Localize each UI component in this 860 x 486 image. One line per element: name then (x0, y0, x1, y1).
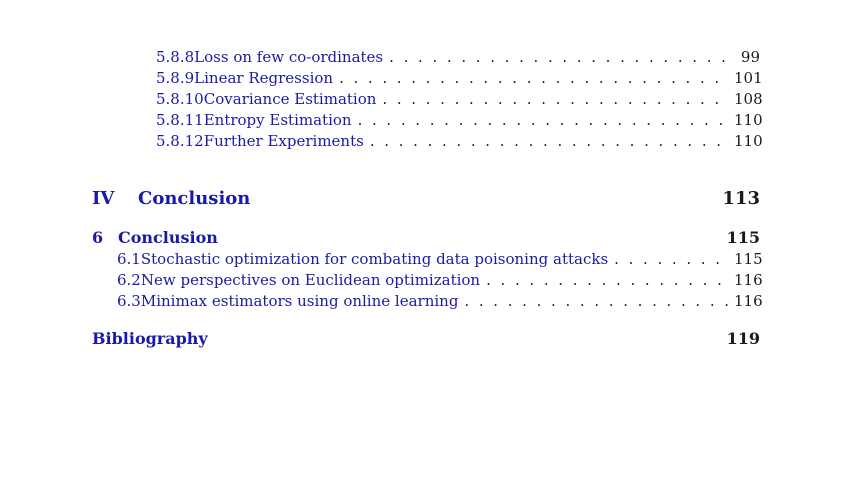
chapter-title[interactable]: Conclusion (118, 228, 218, 247)
entry-number[interactable]: 5.8.12 (156, 132, 204, 150)
entry-title[interactable]: Further Experiments (203, 132, 364, 150)
part-number[interactable]: IV (92, 188, 115, 209)
entry-number[interactable]: 5.8.11 (156, 111, 204, 129)
chapter-page-number: 115 (726, 228, 760, 247)
part-title[interactable]: Conclusion (138, 188, 251, 209)
entry-title[interactable]: New perspectives on Euclidean optimization (140, 271, 481, 289)
entry-title[interactable]: Covariance Estimation (203, 90, 377, 108)
entry-page-number: 110 (734, 111, 763, 129)
entry-page-number: 115 (734, 250, 763, 268)
toc-entry-6-3[interactable] (117, 292, 763, 312)
entry-page-number: 99 (740, 48, 760, 66)
dot-leader (614, 250, 728, 268)
dot-leader (382, 90, 728, 108)
dot-leader (358, 111, 728, 129)
entry-title[interactable]: Entropy Estimation (203, 111, 352, 129)
entry-title[interactable]: Minimax estimators using online learning (140, 292, 459, 310)
entry-page-number: 108 (734, 90, 763, 108)
dot-leader (339, 69, 728, 87)
dot-leader (464, 292, 728, 310)
entry-title[interactable]: Stochastic optimization for combating data poisoning attacks (140, 250, 609, 268)
toc-part-iv[interactable] (92, 188, 760, 209)
entry-number[interactable]: 5.8.8 (156, 48, 195, 66)
chapter-number[interactable]: 6 (92, 228, 104, 247)
entry-number[interactable]: 6.3 (117, 292, 141, 310)
toc-entry-5-8-12[interactable] (156, 132, 763, 152)
entry-number[interactable]: 5.8.10 (156, 90, 204, 108)
bibliography-title[interactable]: Bibliography (92, 329, 208, 348)
toc-entry-5-8-11[interactable] (156, 111, 763, 131)
entry-title[interactable]: Linear Regression (194, 69, 334, 87)
toc-entry-5-8-9[interactable] (156, 69, 763, 89)
dot-leader (486, 271, 728, 289)
entry-number[interactable]: 6.2 (117, 271, 141, 289)
bibliography-page-number: 119 (726, 329, 760, 348)
entry-page-number: 101 (734, 69, 763, 87)
toc-bibliography[interactable] (92, 329, 760, 348)
toc-entry-6-1[interactable] (117, 250, 763, 270)
entry-title[interactable]: Loss on few co-ordinates (194, 48, 384, 66)
dot-leader (370, 132, 728, 150)
entry-number[interactable]: 5.8.9 (156, 69, 195, 87)
toc-chapter-6[interactable] (92, 228, 760, 247)
part-page-number: 113 (722, 188, 760, 209)
toc-entry-5-8-8[interactable] (156, 48, 760, 68)
toc-entry-6-2[interactable] (117, 271, 763, 291)
entry-page-number: 116 (734, 271, 763, 289)
entry-page-number: 116 (734, 292, 763, 310)
entry-number[interactable]: 6.1 (117, 250, 141, 268)
entry-page-number: 110 (734, 132, 763, 150)
toc-entry-5-8-10[interactable] (156, 90, 763, 110)
dot-leader (389, 48, 728, 66)
